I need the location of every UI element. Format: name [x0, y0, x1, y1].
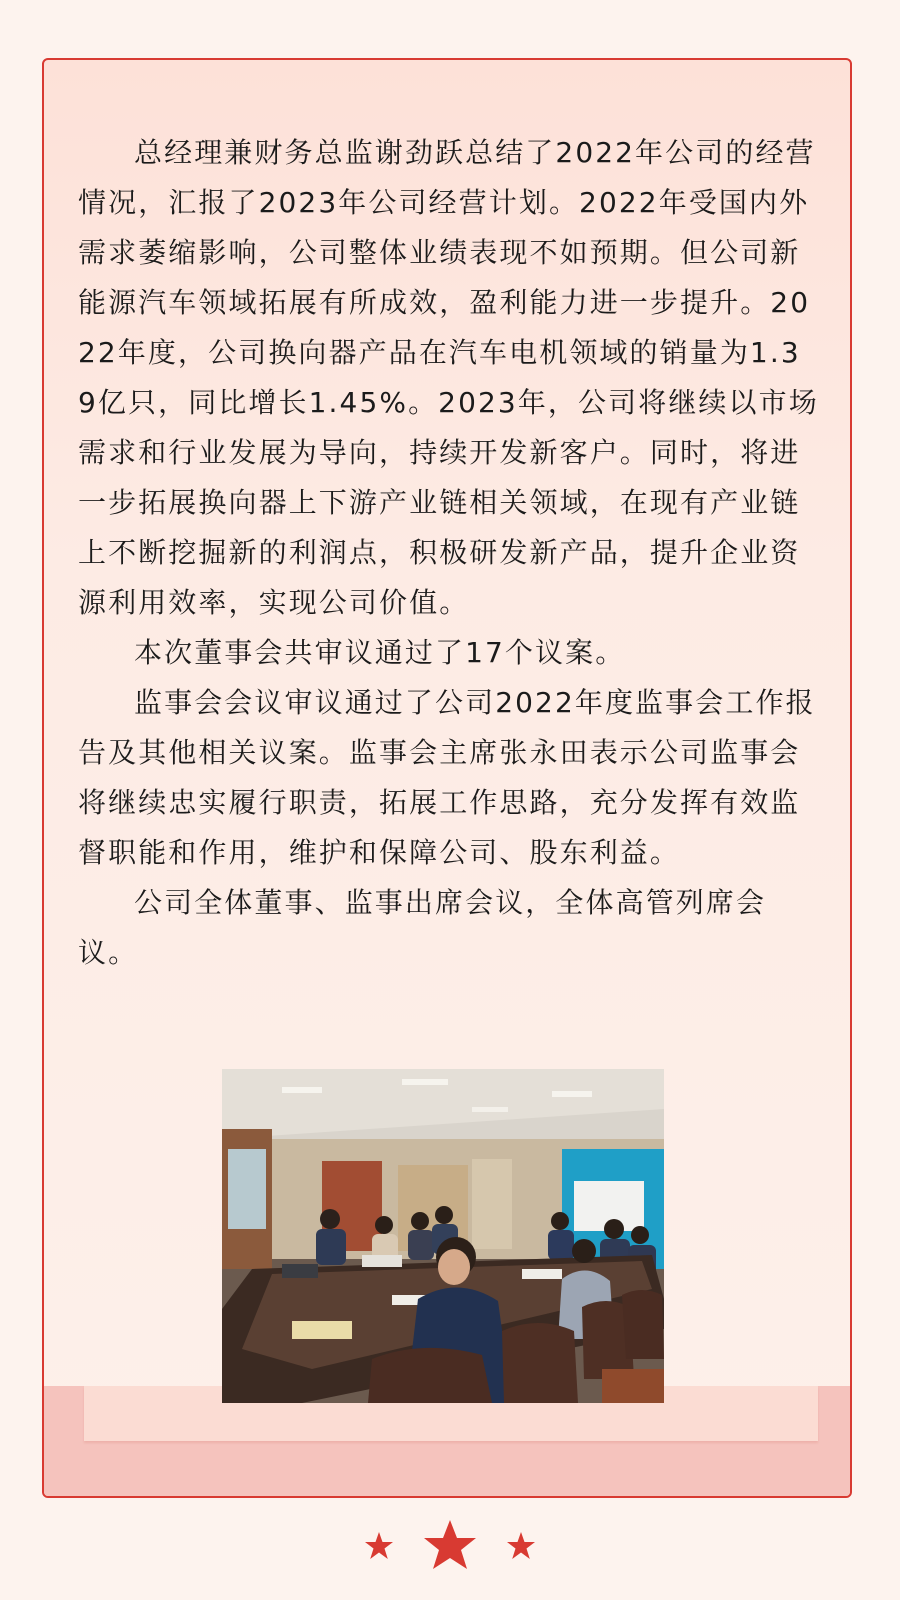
paragraph-attendance: 公司全体董事、监事出席会议，全体高管列席会议。 [78, 886, 767, 969]
decor-stars [360, 1518, 540, 1584]
paragraph-business-summary: 总经理兼财务总监谢劲跃总结了2022年公司的经营情况，汇报了2023年公司经营计划。2022年受国内外需求萎缩影响，公司整体业绩表现不如预期。但公司新能源汽车领域拓展有所成效，盈利能力进一步提升。2022年度，公司换向器产品在汽车电机领域的销量为1.39亿只，同比增长1.45%。2023年，公司将继续以市场需求和行业发展为导向，持续开发新客户。同时，将进一步拓展换向器上下游产业链相关领域，在现有产业链上不断挖掘新的利润点，积极研发新产品，提升企业资源利用效率，实现公司价值。 [78, 136, 819, 619]
star-icon [424, 1520, 476, 1569]
paragraph-board-resolutions: 本次董事会共审议通过了17个议案。 [134, 636, 626, 669]
star-icon [365, 1532, 393, 1559]
paragraph-supervisory-board: 监事会会议审议通过了公司2022年度监事会工作报告及其他相关议案。监事会主席张永田表示公司监事会将继续忠实履行职责，拓展工作思路，充分发挥有效监督职能和作用，维护和保障公司、股东利益。 [78, 686, 816, 869]
article-frame [42, 58, 852, 1498]
article-body [78, 128, 820, 978]
meeting-photo [222, 1069, 664, 1403]
star-icon [507, 1532, 535, 1559]
